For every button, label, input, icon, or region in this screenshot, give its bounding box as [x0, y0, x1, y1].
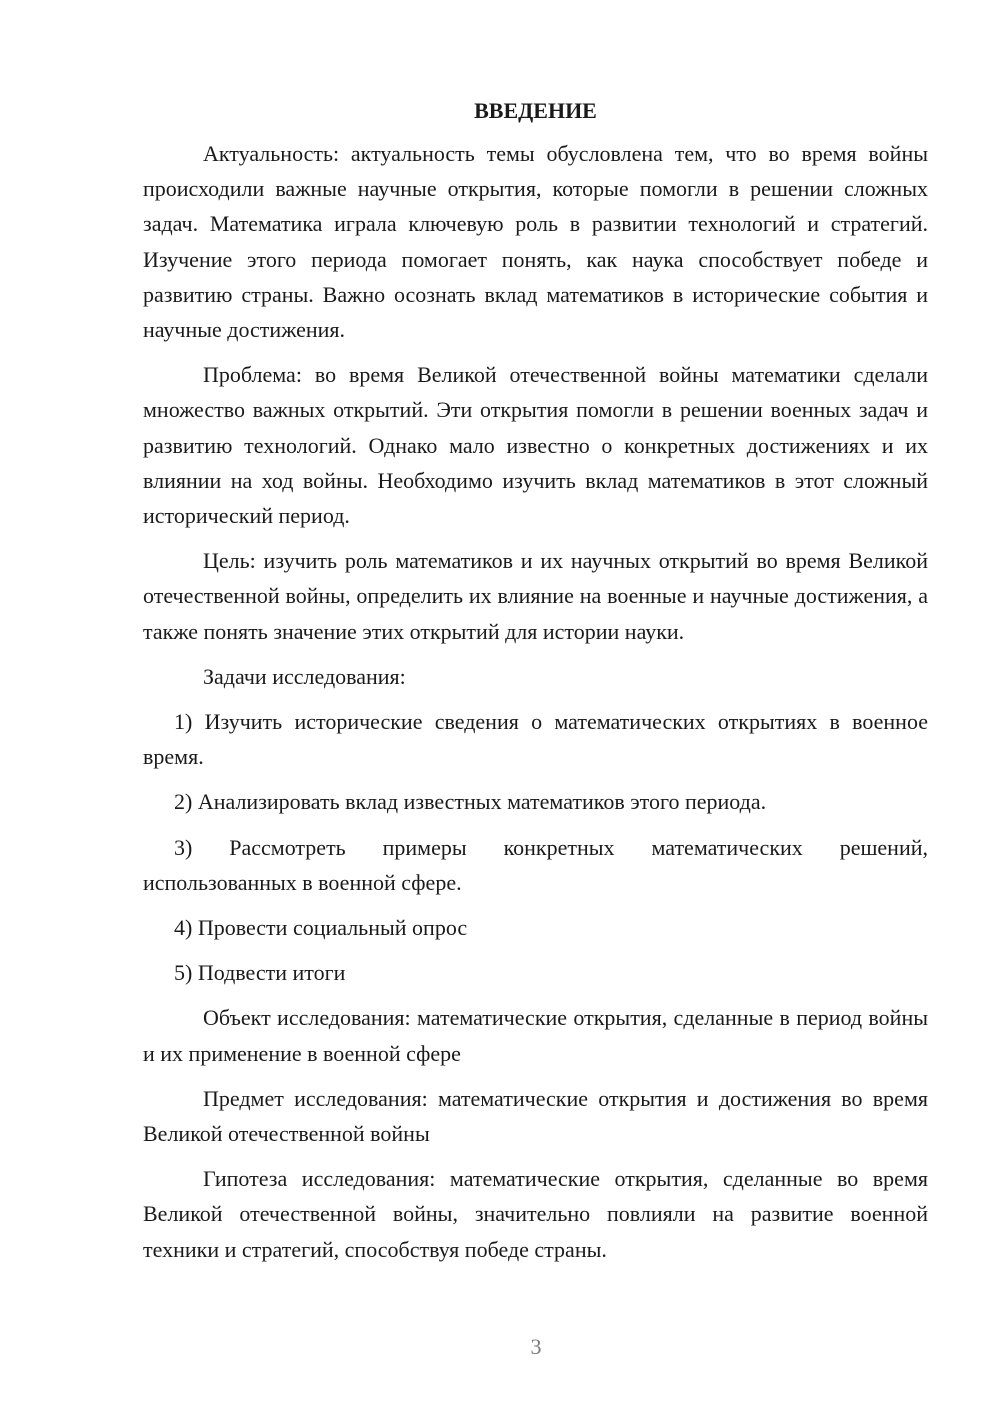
task-item-5: 5) Подвести итоги — [174, 960, 346, 986]
paragraph-problem: Проблема: во время Великой отечественной войны математики сделали множество важных открытий. Эти открытия помогли в решении военных задач и развитию технологий. Однако мало известно о конкретных достижениях и их влиянии на ход войны. Необходимо изучить вклад математиков в этот сложный исторический период. — [143, 362, 928, 529]
task-item-2: 2) Анализировать вклад известных математиков этого периода. — [174, 789, 767, 815]
page-content — [143, 96, 928, 1277]
task-item-4: 4) Провести социальный опрос — [174, 915, 468, 941]
paragraph-hypothesis: Гипотеза исследования: математические открытия, сделанные во время Великой отечественной войны, значительно повлияли на развитие военной техники и стратегий, способствуя победе страны. — [143, 1166, 928, 1262]
page-number: 3 — [530, 1334, 542, 1359]
paragraph-subject: Предмет исследования: математические открытия и достижения во время Великой отечественной войны — [143, 1085, 928, 1147]
section-title: ВВЕДЕНИЕ — [474, 98, 597, 123]
paragraph-relevance: Актуальность: актуальность темы обусловлена тем, что во время войны происходили важные научные открытия, которые помогли в решении сложных задач. Математика играла ключевую роль в развитии технологий и стратегий. Изучение этого периода помогает понять, как наука способствует победе и развитию страны. Важно осознать вклад математиков в исторические события и научные достижения. — [143, 141, 928, 343]
task-item-1: 1) Изучить исторические сведения о математических открытиях в военное время. — [143, 709, 928, 770]
task-item-3: 3) Рассмотреть примеры конкретных математических решений, использованных в военной сфере. — [143, 834, 928, 895]
paragraph-object: Объект исследования: математические открытия, сделанные в период войны и их применение в военной сфере — [143, 1005, 928, 1066]
tasks-heading: Задачи исследования: — [203, 663, 406, 689]
paragraph-goal: Цель: изучить роль математиков и их научных открытий во время Великой отечественной войны, определить их влияние на военные и научные достижения, а также понять значение этих открытий для истории науки. — [143, 548, 928, 644]
